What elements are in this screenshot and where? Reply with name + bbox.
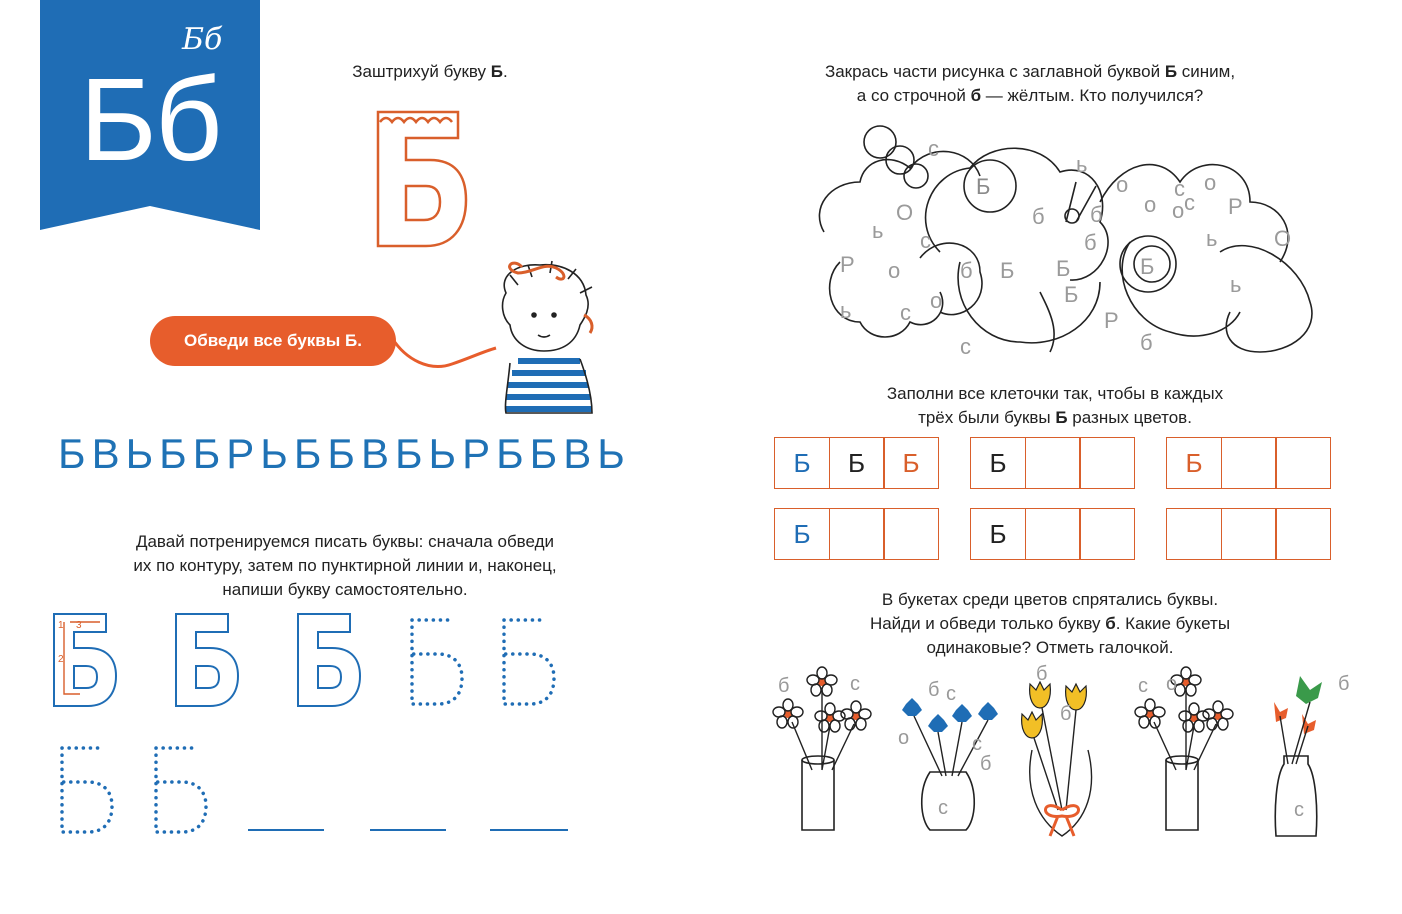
- picture-letter: б: [1084, 230, 1097, 255]
- letter-cell[interactable]: [1275, 437, 1331, 489]
- instruction-line: Давай потренируемся писать буквы: сначала обведи: [135, 532, 555, 551]
- write-instruction: [90, 530, 600, 602]
- instruction-bold-letter: б: [1105, 614, 1116, 633]
- trace-instruction: [300, 60, 560, 84]
- bouquet-letter: с: [850, 673, 860, 695]
- letter-cell[interactable]: [1166, 508, 1222, 560]
- bouquet-1[interactable]: [773, 667, 871, 830]
- picture-letter: о: [1116, 172, 1129, 197]
- letter-cell[interactable]: [829, 508, 885, 560]
- instruction-line: [780, 60, 1280, 84]
- letter-cell[interactable]: [1221, 437, 1277, 489]
- instruction-line: Заполни все клеточки так, чтобы в каждых: [886, 384, 1224, 403]
- bouquet-letter: с: [946, 683, 956, 705]
- coloring-instruction: [780, 60, 1280, 108]
- letter-cell[interactable]: [1025, 437, 1081, 489]
- picture-letter: о: [1204, 170, 1217, 195]
- picture-letter: б: [1140, 330, 1153, 355]
- cell-group: [970, 437, 1135, 489]
- bubble-text: Обведи все буквы: [184, 331, 345, 350]
- letter-cell[interactable]: Б: [829, 437, 885, 489]
- writing-practice-area[interactable]: [40, 608, 600, 848]
- bouquet-letter: б: [1036, 663, 1048, 685]
- coloring-picture[interactable]: [800, 112, 1340, 370]
- bouquet-letter: с: [1138, 675, 1148, 697]
- instruction-bold-letter: б: [970, 86, 982, 105]
- letter-cell[interactable]: [1275, 508, 1331, 560]
- dotted-letter[interactable]: [62, 748, 112, 832]
- bouquet-letter: о: [898, 727, 910, 749]
- hatch-letter-outline[interactable]: [372, 108, 472, 250]
- bouquets-picture[interactable]: [762, 660, 1362, 850]
- instruction-bold-letter: Б: [1164, 62, 1178, 81]
- cell-group: [774, 508, 939, 560]
- bouquet-instruction: [800, 588, 1300, 660]
- bouquet-letter: с: [1294, 799, 1304, 821]
- letter-cell[interactable]: [883, 508, 939, 560]
- bouquet-letter: б: [928, 679, 940, 701]
- bouquet-letter: с: [938, 797, 948, 819]
- picture-letter: Б: [1056, 256, 1071, 281]
- cell-group: [1166, 508, 1331, 560]
- letter-cell[interactable]: Б: [970, 508, 1026, 560]
- letter-cell[interactable]: [1079, 437, 1135, 489]
- bouquet-5[interactable]: [1274, 673, 1349, 836]
- letter-row[interactable]: БВЬББРЬББВБЬРББВЬ: [58, 430, 631, 477]
- letter-cell[interactable]: Б: [1166, 437, 1222, 489]
- picture-letter: Б: [1000, 258, 1015, 283]
- picture-letter: ь: [840, 298, 852, 323]
- bouquet-letter: с: [972, 733, 982, 755]
- instruction-line: В букетах среди цветов спрятались буквы.: [881, 590, 1219, 609]
- picture-letter: о: [888, 258, 901, 283]
- letter-cell[interactable]: [1079, 508, 1135, 560]
- instruction-text: синим,: [1177, 62, 1236, 81]
- outline-letter[interactable]: [298, 614, 360, 706]
- instruction-text: . Какие букеты: [1115, 614, 1231, 633]
- cell-group: [1166, 437, 1331, 489]
- picture-letter: б: [960, 258, 973, 283]
- fill-instruction: [820, 382, 1290, 430]
- stroke-step: 3: [76, 620, 82, 631]
- instruction-text: — жёлтым. Кто получился?: [981, 86, 1204, 105]
- letter-cell[interactable]: Б: [774, 437, 830, 489]
- letter-cell[interactable]: Б: [774, 508, 830, 560]
- instruction-text: а со строчной: [856, 86, 971, 105]
- picture-letter: с: [928, 136, 939, 161]
- instruction-text: Найди и обведи только букву: [869, 614, 1106, 633]
- picture-letter: Р: [1104, 308, 1119, 333]
- instruction-line: [780, 84, 1280, 108]
- picture-letter: с: [960, 334, 971, 359]
- instruction-line: [800, 612, 1300, 636]
- stroke-step: 2: [58, 654, 64, 665]
- picture-letter: ь: [1076, 152, 1088, 177]
- bouquet-letter: б: [980, 753, 992, 775]
- instruction-bold-letter: Б: [490, 62, 503, 81]
- bubble-bold-letter: Б: [345, 331, 358, 350]
- dotted-letter[interactable]: [412, 620, 462, 704]
- picture-letter: ь: [872, 218, 884, 243]
- picture-letter: о: [1144, 192, 1157, 217]
- cell-group: [774, 437, 939, 489]
- bouquet-4[interactable]: [1135, 667, 1233, 830]
- bubble-text: .: [357, 331, 362, 350]
- instruction-text: трёх были буквы: [918, 408, 1056, 427]
- picture-letter: Р: [1228, 194, 1243, 219]
- letter-cell[interactable]: Б: [883, 437, 939, 489]
- bouquet-letter: б: [778, 675, 790, 697]
- banner-script-letter: Бб: [182, 22, 223, 57]
- dotted-letter[interactable]: [156, 748, 206, 832]
- bouquet-letter: б: [1338, 673, 1350, 695]
- picture-letter: Р: [840, 252, 855, 277]
- outline-letter[interactable]: [176, 614, 238, 706]
- instruction-text: .: [502, 62, 508, 81]
- picture-letter: Б: [976, 174, 991, 199]
- instruction-text: разных цветов.: [1067, 408, 1192, 427]
- letter-cell[interactable]: Б: [970, 437, 1026, 489]
- letter-cell[interactable]: [1221, 508, 1277, 560]
- instruction-line: [820, 406, 1290, 430]
- bouquet-3[interactable]: [1022, 663, 1092, 836]
- picture-letter: с: [920, 228, 931, 253]
- cell-group: [970, 508, 1135, 560]
- stroke-order-letter[interactable]: [54, 614, 116, 706]
- bubble-pointer: [390, 330, 500, 380]
- bouquet-letter: б: [1060, 703, 1072, 725]
- picture-letter: о: [1172, 198, 1185, 223]
- instruction-line: напиши букву самостоятельно.: [222, 580, 468, 599]
- speech-bubble: [150, 316, 396, 366]
- picture-letter: Б: [1140, 254, 1155, 279]
- bouquet-letter: о: [1166, 673, 1178, 695]
- banner-letter: Бб: [79, 54, 221, 186]
- stroke-step: 1: [58, 620, 64, 631]
- picture-letter: ь: [1230, 272, 1242, 297]
- instruction-text: Заштрихуй букву: [352, 62, 491, 81]
- picture-letter: О: [896, 200, 914, 225]
- instruction-line: одинаковые? Отметь галочкой.: [926, 638, 1174, 657]
- instruction-bold-letter: Б: [1055, 408, 1068, 427]
- picture-letter: б: [1090, 202, 1103, 227]
- picture-letter: о: [930, 288, 943, 313]
- picture-letter: Б: [1064, 282, 1079, 307]
- picture-letter: ь: [1206, 226, 1218, 251]
- instruction-line: их по контуру, затем по пунктирной линии и, наконец,: [133, 556, 557, 575]
- picture-letter: с: [1184, 190, 1195, 215]
- instruction-text: Закрась части рисунка с заглавной буквой: [824, 62, 1165, 81]
- picture-letter: б: [1032, 204, 1045, 229]
- dotted-letter[interactable]: [504, 620, 554, 704]
- picture-letter: О: [1274, 226, 1292, 251]
- bouquet-2[interactable]: [898, 679, 998, 830]
- picture-letter: с: [1174, 176, 1185, 201]
- picture-letter: с: [900, 300, 911, 325]
- letter-cell[interactable]: [1025, 508, 1081, 560]
- girl-illustration: [488, 255, 610, 415]
